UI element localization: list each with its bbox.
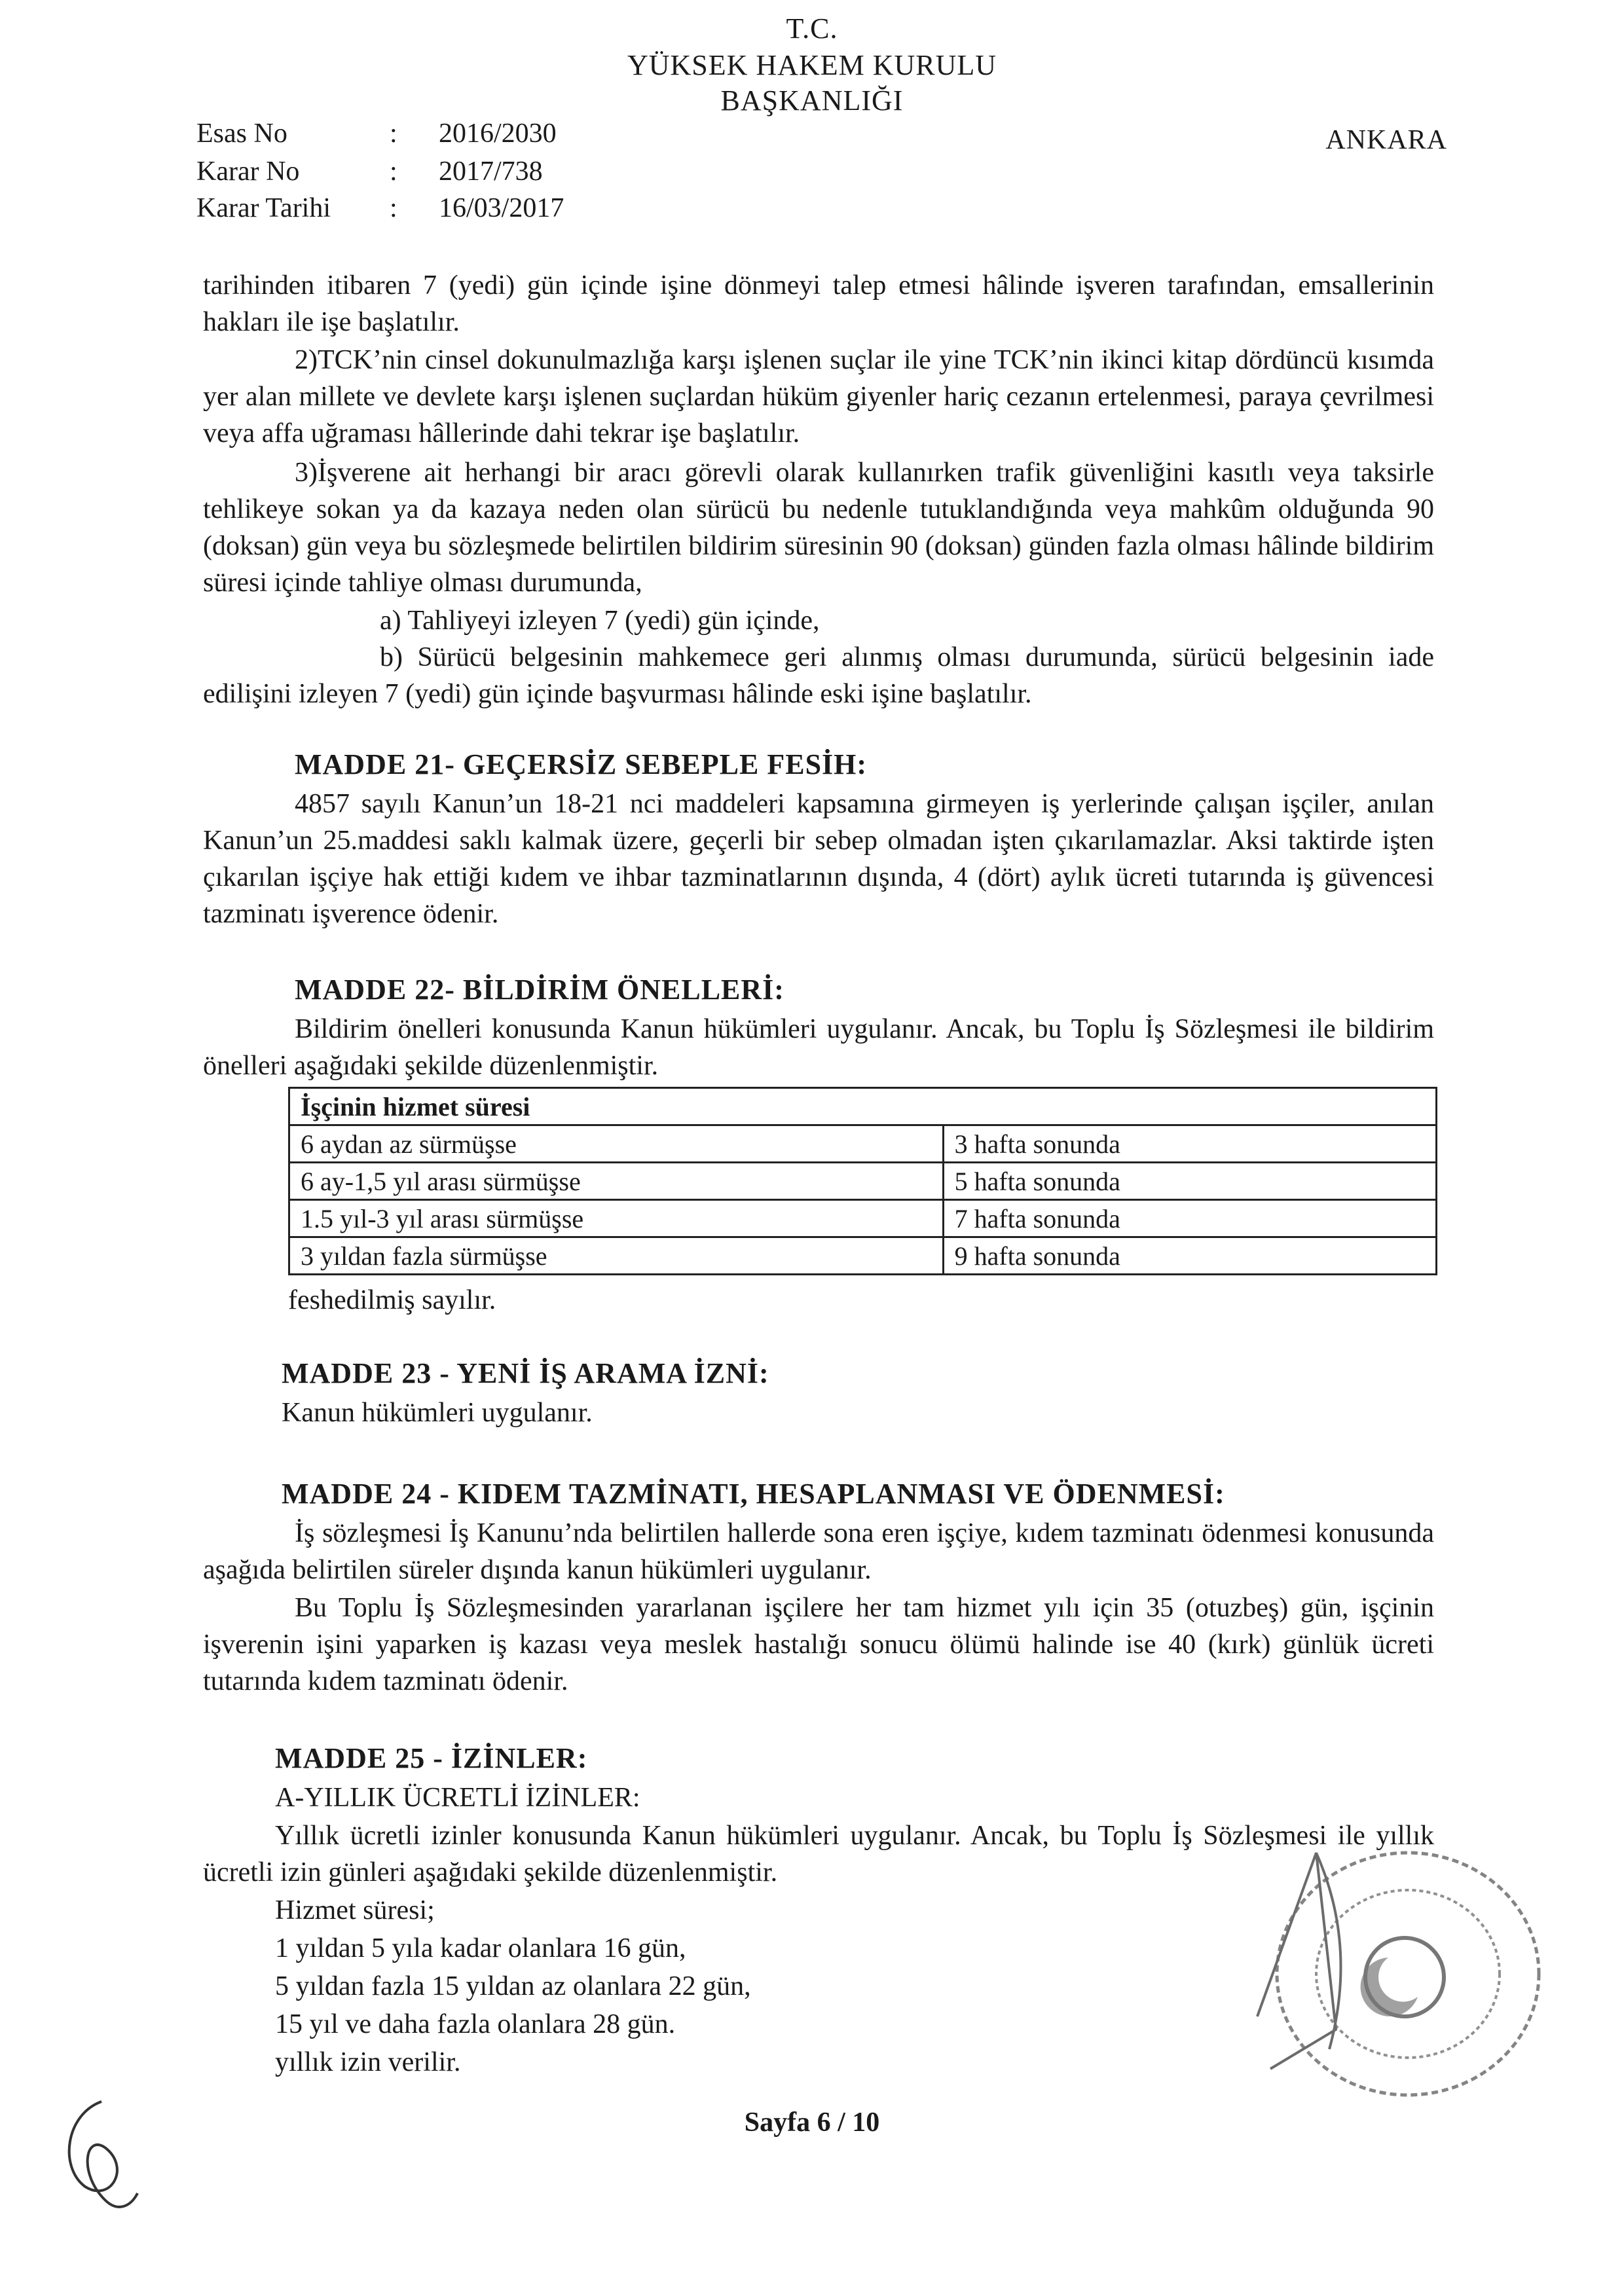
table-row	[289, 1237, 1437, 1275]
service-period-label: Hizmet süresi;	[275, 1895, 435, 1925]
header-tc: T.C.	[786, 12, 838, 45]
period-cell: 1.5 yıl-3 yıl arası sürmüşse	[289, 1200, 944, 1237]
meta-value: 16/03/2017	[439, 193, 564, 223]
meta-value: 2016/2030	[439, 118, 557, 149]
meta-colon: :	[390, 193, 397, 223]
notice-cell: 9 hafta sonunda	[943, 1237, 1436, 1275]
meta-colon: :	[390, 156, 397, 187]
official-seal-icon	[1231, 1833, 1559, 2115]
meta-label: Karar Tarihi	[196, 193, 331, 223]
madde-24-p1: İş sözleşmesi İş Kanunu’nda belirtilen hallerde sona eren işçiye, kıdem tazminatı ödenmesi konusunda aşağıda belirtilen süreler dışında kanun hükümleri uygulanır.	[203, 1518, 1434, 1585]
item-b: b) Sürücü belgesinin mahkemece geri alınmış olması durumunda, sürücü belgesinin iade edilişini izleyen 7 (yedi) gün içinde başvurması hâlinde eski işine başlatılır.	[203, 642, 1434, 709]
item-a: a) Tahliyeyi izleyen 7 (yedi) gün içinde,	[380, 606, 820, 636]
notice-cell: 3 hafta sonunda	[943, 1125, 1436, 1163]
notice-cell: 5 hafta sonunda	[943, 1163, 1436, 1200]
madde-21-text: 4857 sayılı Kanun’un 18-21 nci maddeleri kapsamına girmeyen iş yerlerinde çalışan işçiler, anılan Kanun’un 25.maddesi saklı kalmak üzere, geçerli bir sebep olmadan işten çıkarılamazlar. Aksi taktirde işten çıkarılan işçiye hak ettiği kıdem ve ihbar tazminatlarının dışında, 4 (dört) aylık ücreti tutarında iş güvencesi tazminatı işverence ödenir.	[203, 789, 1434, 929]
notice-cell: 7 hafta sonunda	[943, 1200, 1436, 1237]
table-row	[289, 1125, 1437, 1163]
meta-tarih-row	[0, 191, 786, 225]
madde-22-heading: MADDE 22- BİLDİRİM ÖNELLERİ:	[295, 974, 784, 1006]
paragraph-tck: 2)TCK’nin cinsel dokunulmazlığa karşı işlenen suçlar ile yine TCK’nin ikinci kitap dördüncü kısımda yer alan millete ve devlete karşı işlenen suçlardan hüküm giyenler hariç cezanın ertelenmesi, paraya çevrilmesi veya affa uğraması hâllerinde dahi tekrar işe başlatılır.	[203, 345, 1434, 448]
meta-esas-row	[0, 117, 786, 151]
leave-closing: yıllık izin verilir.	[275, 2047, 461, 2077]
madde-25-subheading: A-YILLIK ÜCRETLİ İZİNLER:	[275, 1783, 640, 1813]
meta-label: Karar No	[196, 156, 300, 187]
table-row	[289, 1200, 1437, 1237]
meta-colon: :	[390, 118, 397, 149]
period-cell: 6 ay-1,5 yıl arası sürmüşse	[289, 1163, 944, 1200]
meta-value: 2017/738	[439, 156, 543, 187]
madde-25-heading: MADDE 25 - İZİNLER:	[275, 1742, 588, 1774]
madde-25-text: Yıllık ücretli izinler konusunda Kanun hükümleri uygulanır. Ancak, bu Toplu İş Sözleşmesi ile yıllık ücretli izin günleri aşağıdaki şekilde düzenlenmiştir.	[203, 1821, 1434, 1887]
handwritten-initial-icon	[39, 2088, 157, 2219]
notice-period-table	[288, 1087, 1437, 1275]
header-institution: YÜKSEK HAKEM KURULU	[627, 49, 997, 81]
leave-item: 5 yıldan fazla 15 yıldan az olanlara 22 gün,	[275, 1971, 751, 2001]
period-cell: 6 aydan az sürmüşse	[289, 1125, 944, 1163]
madde-24-heading: MADDE 24 - KIDEM TAZMİNATI, HESAPLANMASI VE ÖDENMESİ:	[282, 1478, 1225, 1510]
paragraph-driver: 3)İşverene ait herhangi bir aracı görevli olarak kullanırken trafik güvenliğini kasıtlı veya taksirle tehlikeye sokan ya da kazaya neden olan sürücü bu nedenle tutuklandığında veya mahkûm olduğunda 90 (doksan) gün veya bu sözleşmede belirtilen bildirim süresinin 90 (doksan) günden fazla olması hâlinde bildirim süresi içinde tahliye olması durumunda,	[203, 458, 1434, 598]
table-header-cell: İşçinin hizmet süresi	[289, 1088, 1437, 1125]
header-presidency: BAŞKANLIĞI	[720, 84, 904, 117]
page-number: Sayfa 6 / 10	[744, 2107, 880, 2138]
madde-23-heading: MADDE 23 - YENİ İŞ ARAMA İZNİ:	[282, 1357, 769, 1389]
meta-label: Esas No	[196, 118, 287, 149]
meta-karar-row	[0, 155, 786, 189]
paragraph-intro: tarihinden itibaren 7 (yedi) gün içinde işine dönmeyi talep etmesi hâlinde işveren tarafından, emsallerinin hakları ile işe başlatılır.	[203, 270, 1434, 337]
leave-item: 1 yıldan 5 yıla kadar olanlara 16 gün,	[275, 1933, 686, 1963]
madde-23-text: Kanun hükümleri uygulanır.	[282, 1398, 593, 1428]
leave-item: 15 yıl ve daha fazla olanlara 28 gün.	[275, 2009, 676, 2039]
period-cell: 3 yıldan fazla sürmüşse	[289, 1237, 944, 1275]
madde-22-text: Bildirim önelleri konusunda Kanun hükümleri uygulanır. Ancak, bu Toplu İş Sözleşmesi ile bildirim önelleri aşağıdaki şekilde düzenlenmiştir.	[203, 1014, 1434, 1081]
table-row	[289, 1163, 1437, 1200]
madde-21-heading: MADDE 21- GEÇERSİZ SEBEPLE FESİH:	[295, 748, 868, 780]
madde-22-after: feshedilmiş sayılır.	[288, 1285, 496, 1315]
table-header-row	[289, 1088, 1437, 1125]
header-city: ANKARA	[1325, 125, 1447, 155]
madde-24-p2: Bu Toplu İş Sözleşmesinden yararlanan işçilere her tam hizmet yılı için 35 (otuzbeş) gün, işçinin işverenin işini yaparken iş kazası veya meslek hastalığı sonucu ölümü halinde ise 40 (kırk) günlük ücreti tutarında kıdem tazminatı ödenir.	[203, 1593, 1434, 1696]
